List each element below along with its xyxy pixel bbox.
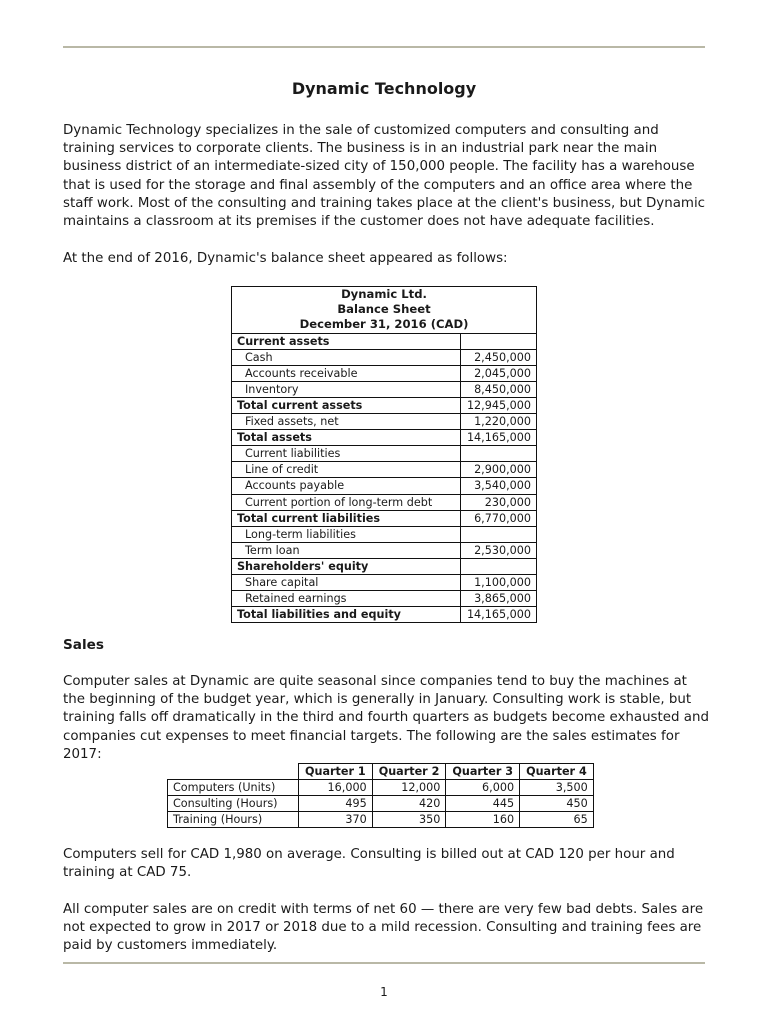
balance-sheet-amount: 14,165,000: [461, 607, 537, 623]
pricing-paragraph: Computers sell for CAD 1,980 on average. Consulting is billed out at CAD 120 per hour and training at CAD 75.: [63, 847, 675, 881]
sales-table-row: [168, 780, 594, 796]
sales-value: 12,000: [372, 780, 446, 796]
balance-sheet-label: Accounts receivable: [232, 365, 461, 381]
balance-sheet-body: [232, 333, 537, 623]
top-divider: [63, 46, 705, 48]
balance-sheet-row: [232, 446, 537, 462]
balance-sheet-amount: 3,865,000: [461, 591, 537, 607]
sales-estimates-table: [167, 763, 594, 828]
balance-sheet-row: [232, 478, 537, 494]
balance-sheet-amount: 2,450,000: [461, 349, 537, 365]
sales-value: 65: [520, 812, 594, 828]
balance-sheet-row: [232, 462, 537, 478]
balance-sheet-label: Current liabilities: [232, 446, 461, 462]
intro-paragraph: Dynamic Technology specializes in the sale of customized computers and consulting and training services to corporate clients. The business is in an industrial park near the main business district of an intermediate-sized city of 150,000 people. The facility has a warehouse that is used for the storage and final assembly of the computers and an office area where the staff work. Most of the consulting and training takes place at the client's business, but Dynamic maintains a classroom at its premises if the customer does not have adequate facilities.: [63, 123, 706, 230]
balance-sheet-row: [232, 510, 537, 526]
sales-heading: Sales: [63, 637, 104, 653]
sales-value: 370: [299, 812, 373, 828]
balance-sheet-row: [232, 333, 537, 349]
sales-table-body: [168, 780, 594, 828]
balance-sheet-row: [232, 575, 537, 591]
balance-sheet-label: Line of credit: [232, 462, 461, 478]
balance-sheet-amount: 6,770,000: [461, 510, 537, 526]
sales-table-header: [168, 764, 594, 780]
balance-sheet-row: [232, 349, 537, 365]
sales-value: 495: [299, 796, 373, 812]
balance-sheet-row: [232, 397, 537, 413]
sales-value: 160: [446, 812, 520, 828]
sales-value: 445: [446, 796, 520, 812]
balance-sheet-row: [232, 381, 537, 397]
balance-sheet-label: Term loan: [232, 542, 461, 558]
balance-sheet-title: [232, 287, 537, 334]
balance-sheet-label: Current portion of long-term debt: [232, 494, 461, 510]
balance-sheet-amount: [461, 558, 537, 574]
bottom-divider: [63, 962, 705, 964]
balance-sheet-label: Total assets: [232, 430, 461, 446]
balance-sheet-label: Cash: [232, 349, 461, 365]
balance-sheet-amount: 2,900,000: [461, 462, 537, 478]
balance-sheet-amount: [461, 446, 537, 462]
page-number: 1: [380, 985, 388, 999]
balance-sheet-amount: 12,945,000: [461, 397, 537, 413]
sales-value: 3,500: [520, 780, 594, 796]
balance-sheet-amount: 14,165,000: [461, 430, 537, 446]
balance-sheet-amount: 3,540,000: [461, 478, 537, 494]
balance-sheet-label: Shareholders' equity: [232, 558, 461, 574]
sales-value: 350: [372, 812, 446, 828]
sales-table-corner: [168, 764, 299, 780]
balance-sheet-row: [232, 365, 537, 381]
sales-paragraph: Computer sales at Dynamic are quite seasonal since companies tend to buy the machines at the beginning of the budget year, which is generally in January. Consulting work is stable, but training falls off dramatically in the third and fourth quarters as budgets become exhausted and companies cut expenses to meet financial targets. The following are the sales estimates for 2017:: [63, 674, 709, 762]
balance-sheet-intro: At the end of 2016, Dynamic's balance sheet appeared as follows:: [63, 251, 508, 266]
sales-row-label: Training (Hours): [168, 812, 299, 828]
balance-sheet-row: [232, 591, 537, 607]
balance-sheet-amount: 1,220,000: [461, 414, 537, 430]
balance-sheet-label: Total liabilities and equity: [232, 607, 461, 623]
quarter-header: Quarter 4: [520, 764, 594, 780]
company-name: Dynamic Ltd.: [341, 287, 427, 301]
sales-row-label: Consulting (Hours): [168, 796, 299, 812]
balance-sheet-header: [232, 287, 537, 334]
balance-sheet-label: Long-term liabilities: [232, 526, 461, 542]
balance-sheet-amount: 8,450,000: [461, 381, 537, 397]
balance-sheet-amount: 2,530,000: [461, 542, 537, 558]
sales-value: 6,000: [446, 780, 520, 796]
balance-sheet-label: Current assets: [232, 333, 461, 349]
balance-sheet-label: Accounts payable: [232, 478, 461, 494]
balance-sheet-row: [232, 607, 537, 623]
balance-sheet-label: Fixed assets, net: [232, 414, 461, 430]
balance-sheet-label: Inventory: [232, 381, 461, 397]
balance-sheet-row: [232, 414, 537, 430]
balance-sheet-amount: 2,045,000: [461, 365, 537, 381]
balance-sheet-amount: 1,100,000: [461, 575, 537, 591]
statement-date: December 31, 2016 (CAD): [299, 317, 469, 332]
balance-sheet-label: Total current assets: [232, 397, 461, 413]
balance-sheet-label: Total current liabilities: [232, 510, 461, 526]
sales-value: 420: [372, 796, 446, 812]
quarter-header: Quarter 3: [446, 764, 520, 780]
page-title: Dynamic Technology: [291, 79, 477, 98]
sales-row-label: Computers (Units): [168, 780, 299, 796]
quarter-header: Quarter 2: [372, 764, 446, 780]
balance-sheet-amount: [461, 333, 537, 349]
balance-sheet-row: [232, 430, 537, 446]
sales-value: 450: [520, 796, 594, 812]
sales-table-row: [168, 796, 594, 812]
sales-table-row: [168, 812, 594, 828]
balance-sheet-row: [232, 542, 537, 558]
balance-sheet-amount: 230,000: [461, 494, 537, 510]
balance-sheet-row: [232, 526, 537, 542]
sales-value: 16,000: [299, 780, 373, 796]
balance-sheet-amount: [461, 526, 537, 542]
credit-paragraph: All computer sales are on credit with terms of net 60 — there are very few bad debts. Sales are not expected to grow in 2017 or 2018 due to a mild recession. Consulting and training fees are paid by customers immediately.: [63, 902, 704, 954]
balance-sheet-label: Retained earnings: [232, 591, 461, 607]
statement-name: Balance Sheet: [337, 302, 431, 317]
quarter-header: Quarter 1: [299, 764, 373, 780]
balance-sheet-row: [232, 494, 537, 510]
balance-sheet-row: [232, 558, 537, 574]
balance-sheet-table: [231, 286, 537, 623]
balance-sheet-label: Share capital: [232, 575, 461, 591]
